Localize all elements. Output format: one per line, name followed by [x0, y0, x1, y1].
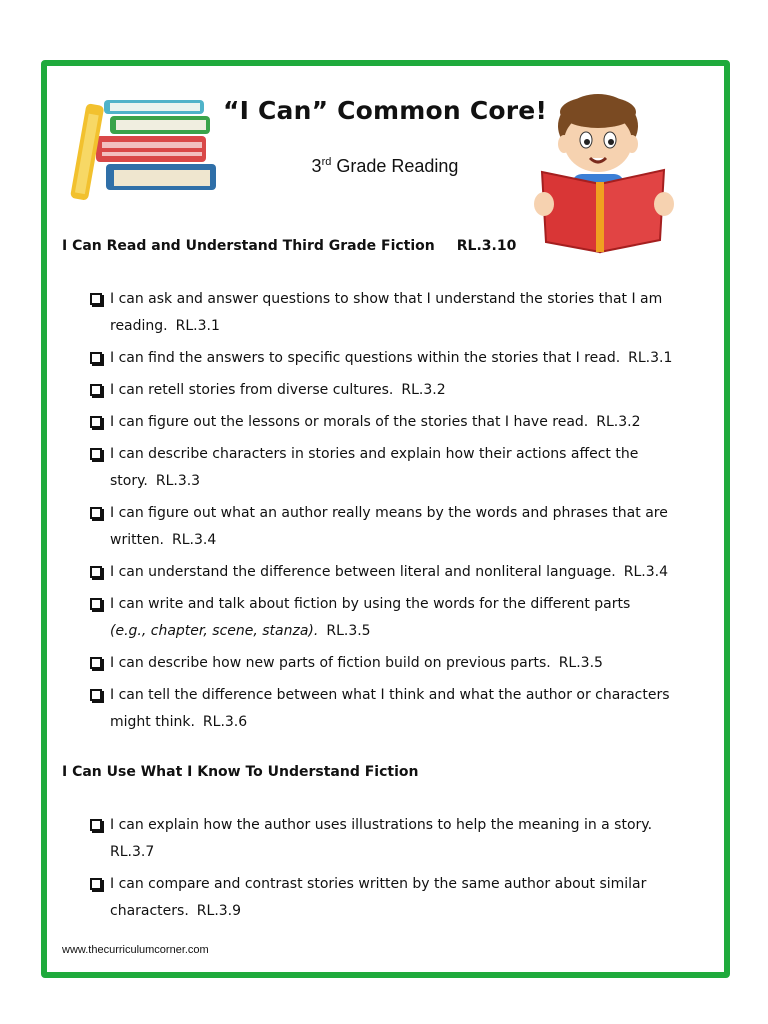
checkbox[interactable]	[90, 819, 102, 831]
checkbox[interactable]	[90, 657, 102, 669]
grade-suffix: rd	[321, 156, 332, 168]
standard-code: RL.3.7	[110, 844, 155, 860]
checkbox[interactable]	[90, 384, 102, 396]
standard-code: RL.3.3	[155, 473, 201, 489]
checkbox[interactable]	[90, 689, 102, 701]
standard-code: RL.3.1	[175, 318, 220, 334]
footer-url: www.thecurriculumcorner.com	[62, 944, 209, 956]
list-item: I can understand the difference between literal and nonliteral language. RL.3.4	[88, 559, 713, 586]
checkbox[interactable]	[90, 448, 102, 460]
standard-code: RL.3.5	[558, 655, 603, 671]
standard-code: RL.3.1	[628, 350, 673, 366]
checkbox[interactable]	[90, 352, 102, 364]
subtitle-rest: Grade Reading	[331, 156, 459, 176]
standard-code: RL.3.4	[172, 532, 217, 548]
section2-checklist	[88, 812, 713, 925]
list-item: I can write and talk about fiction by using the words for the different parts (e.g., chapter, scene, stanza). RL.3.5	[88, 591, 713, 645]
checkbox[interactable]	[90, 293, 102, 305]
list-item: I can find the answers to specific questions within the stories that I read. RL.3.1	[88, 345, 713, 372]
list-item: I can describe characters in stories and explain how their actions affect the story. RL.3.3	[88, 441, 713, 495]
list-item: I can figure out the lessons or morals of the stories that I have read. RL.3.2	[88, 409, 713, 436]
list-item: I can figure out what an author really means by the words and phrases that are written. RL.3.4	[88, 500, 713, 554]
list-item: I can retell stories from diverse cultures. RL.3.2	[88, 377, 713, 404]
grade-number: 3	[311, 156, 322, 176]
section-heading-fiction	[62, 238, 516, 254]
list-item: I can tell the difference between what I think and what the author or characters might think. RL.3.6	[88, 682, 713, 736]
list-item: I can describe how new parts of fiction build on previous parts. RL.3.5	[88, 650, 713, 677]
checkbox[interactable]	[90, 416, 102, 428]
checkbox[interactable]	[90, 566, 102, 578]
standard-code: RL.3.2	[596, 414, 641, 430]
checkbox[interactable]	[90, 507, 102, 519]
standard-code: RL.3.9	[196, 903, 242, 919]
list-item: I can explain how the author uses illustrations to help the meaning in a story. RL.3.7	[88, 812, 713, 866]
section-heading-use: I Can Use What I Know To Understand Fiction	[62, 764, 419, 780]
list-item: I can ask and answer questions to show that I understand the stories that I am reading. RL.3.1	[88, 286, 713, 340]
checkbox[interactable]	[90, 598, 102, 610]
standard-code: RL.3.4	[623, 564, 668, 580]
standard-code: RL.3.5	[326, 623, 371, 639]
page-subtitle	[180, 156, 590, 177]
section-heading-code: RL.3.10	[456, 238, 517, 254]
standard-code: RL.3.6	[202, 714, 248, 730]
page-title: “I Can” Common Core!	[222, 96, 548, 125]
section1-checklist	[88, 286, 713, 736]
standard-code: RL.3.2	[401, 382, 446, 398]
checkbox[interactable]	[90, 878, 102, 890]
list-item: I can compare and contrast stories written by the same author about similar characters. RL.3.9	[88, 871, 713, 925]
section-heading-text: I Can Read and Understand Third Grade Fiction	[62, 238, 435, 254]
